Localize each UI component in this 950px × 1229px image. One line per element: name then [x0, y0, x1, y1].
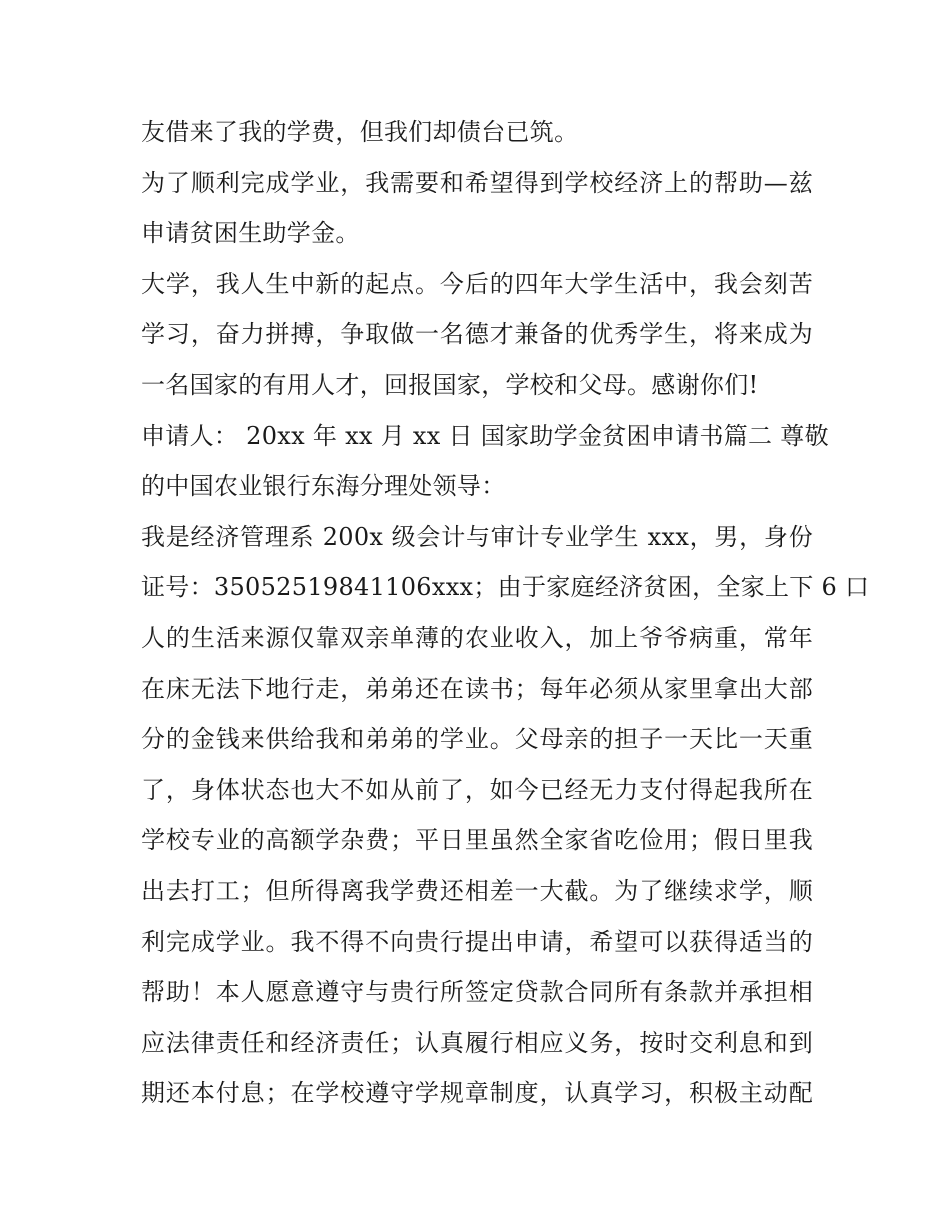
text-line: 申请人： 20xx 年 xx 月 xx 日 国家助学金贫困申请书篇二 尊敬 [141, 421, 829, 450]
text-line: 的中国农业银行东海分理处领导： [141, 472, 506, 501]
text-line: 出去打工；但所得离我学费还相差一大截。为了继续求学，顺 [141, 876, 813, 905]
text-line: 帮助！本人愿意遵守与贵行所签定贷款合同所有条款并承担相 [141, 978, 813, 1007]
text-line: 证号：35052519841106xxx；由于家庭经济贫困，全家上下 6 口 [141, 573, 870, 602]
text-line: 人的生活来源仅靠双亲单薄的农业收入，加上爷爷病重，常年 [141, 623, 813, 652]
body-text [141, 107, 870, 1119]
text-line: 友借来了我的学费，但我们却债台已筑。 [141, 118, 579, 146]
text-line: 一名国家的有用人才，回报国家，学校和父母。感谢你们! [141, 370, 759, 399]
text-line: 为了顺利完成学业，我需要和希望得到学校经济上的帮助—兹 [141, 168, 813, 197]
text-line: 学校专业的高额学杂费；平日里虽然全家省吃俭用；假日里我 [141, 826, 813, 855]
text-line: 我是经济管理系 200x 级会计与审计专业学生 xxx，男，身份 [141, 522, 813, 551]
text-line: 学习，奋力拼搏，争取做一名德才兼备的优秀学生，将来成为 [141, 320, 813, 349]
text-line: 了，身体状态也大不如从前了，如今已经无力支付得起我所在 [141, 775, 813, 804]
text-line: 在床无法下地行走，弟弟还在读书；每年必须从家里拿出大部 [141, 674, 813, 703]
text-line: 大学，我人生中新的起点。今后的四年大学生活中，我会刻苦 [141, 269, 813, 298]
text-line: 分的金钱来供给我和弟弟的学业。父母亲的担子一天比一天重 [141, 725, 813, 754]
text-line: 利完成学业。我不得不向贵行提出申请，希望可以获得适当的 [141, 927, 813, 956]
text-line: 申请贫困生助学金。 [141, 219, 360, 248]
text-line: 期还本付息；在学校遵守学规章制度，认真学习，积极主动配 [141, 1079, 813, 1108]
text-line: 应法律责任和经济责任；认真履行相应义务，按时交利息和到 [141, 1028, 813, 1057]
